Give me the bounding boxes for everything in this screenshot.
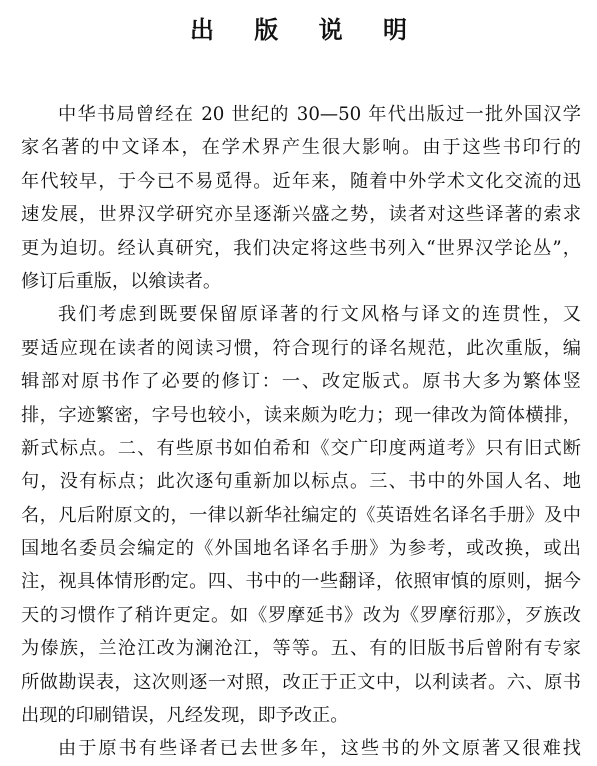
paragraph-2	[21, 298, 581, 732]
text-line: 更为迫切。经认真研究，我们决定将这些书列入“世界汉学论丛”，	[21, 237, 581, 259]
text-line: 排，字迹繁密，字号也较小，读来颇为吃力；现一律改为简体横排，	[21, 404, 581, 426]
text-line: 名，凡后附原文的，一律以新华社编定的《英语姓名译名手册》及中	[21, 504, 581, 526]
text-line: 要适应现在读者的阅读习惯，符合现行的译名规范，此次重版，编	[21, 337, 581, 359]
text-line: 年代较早，于今已不易觅得。近年来，随着中外学术文化交流的迅	[21, 170, 581, 192]
text-line: 新式标点。二、有些原书如伯希和《交广印度两道考》只有旧式断	[21, 437, 581, 459]
text-line: 为傣族，兰沧江改为澜沧江，等等。五、有的旧版书后曾附有专家	[21, 638, 581, 660]
text-line: 天的习惯作了稍许更定。如《罗摩延书》改为《罗摩衍那》，歹族改	[21, 604, 581, 626]
text-line: 家名著的中文译本，在学术界产生很大影响。由于这些书印行的	[21, 137, 581, 159]
text-line: 辑部对原书作了必要的修订：一、改定版式。原书大多为繁体竖	[21, 371, 581, 393]
text-line: 注，视具体情形酌定。四、书中的一些翻译，依照审慎的原则，据今	[21, 571, 581, 593]
text-line: 由于原书有些译者已去世多年，这些书的外文原著又很难找	[58, 738, 581, 760]
text-line: 国地名委员会编定的《外国地名译名手册》为参考，或改换，或出	[21, 538, 581, 560]
text-line: 出现的印刷错误，凡经发现，即予改正。	[21, 705, 349, 727]
text-line: 所做勘误表，这次则逐一对照，改正于正文中，以利读者。六、原书	[21, 671, 581, 693]
text-line: 修订后重版，以飨读者。	[21, 270, 222, 292]
text-line: 我们考虑到既要保留原译著的行文风格与译文的连贯性，又	[58, 304, 581, 326]
page-title: 出 版 说 明	[189, 15, 424, 44]
text-line: 速发展，世界汉学研究亦呈逐渐兴盛之势，读者对这些译著的索求	[21, 204, 581, 226]
paragraph-1	[21, 98, 581, 298]
text-line: 句，没有标点；此次逐句重新加以标点。三、书中的外国人名、地	[21, 471, 581, 493]
text-line: 中华书局曾经在 20 世纪的 30—50 年代出版过一批外国汉学	[58, 104, 581, 125]
body-text	[21, 98, 581, 766]
paragraph-3	[21, 732, 581, 765]
